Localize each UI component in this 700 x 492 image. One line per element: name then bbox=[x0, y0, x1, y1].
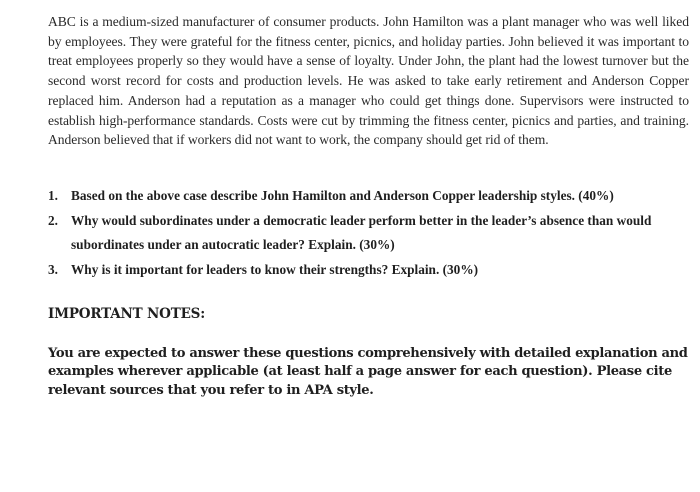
notes-heading: IMPORTANT NOTES: bbox=[48, 306, 205, 322]
question-number: 2. bbox=[48, 212, 58, 228]
question-item bbox=[48, 184, 688, 209]
question-text: Why is it important for leaders to know their strengths? Explain. (30%) bbox=[71, 261, 479, 277]
case-paragraph: ABC is a medium-sized manufacturer of consumer products. John Hamilton was a plant manager who was well liked by employees. They were grateful for the fitness center, picnics, and holiday parties. John believed it was important to treat employees properly so they would have a sense of loyalty. Under John, the plant had the lowest turnover but the second worst record for costs and production levels. He was asked to take early retirement and Anderson Copper replaced him. Anderson had a reputation as a manager who could get things done. Supervisors were instructed to establish high-performance standards. Costs were cut by trimming the fitness center, picnics and parties, and training. Anderson believed that if workers did not want to work, the company should get rid of them. bbox=[48, 14, 689, 148]
notes-body: You are expected to answer these questions comprehensively with detailed explanation and examples wherever applicable (at least half a page answer for each question). Please cite relevant sources that you refer to in APA style. bbox=[48, 346, 688, 398]
question-text: Based on the above case describe John Hamilton and Anderson Copper leadership styles. (40%) bbox=[71, 188, 614, 203]
question-number: 3. bbox=[48, 261, 58, 277]
question-item bbox=[48, 209, 688, 258]
question-item bbox=[48, 258, 688, 283]
question-number: 1. bbox=[48, 188, 58, 203]
question-list bbox=[48, 184, 688, 282]
question-text: Why would subordinates under a democratic leader perform better in the leader’s absence than would subordinates under an autocratic leader? Explain. (30%) bbox=[71, 212, 652, 252]
